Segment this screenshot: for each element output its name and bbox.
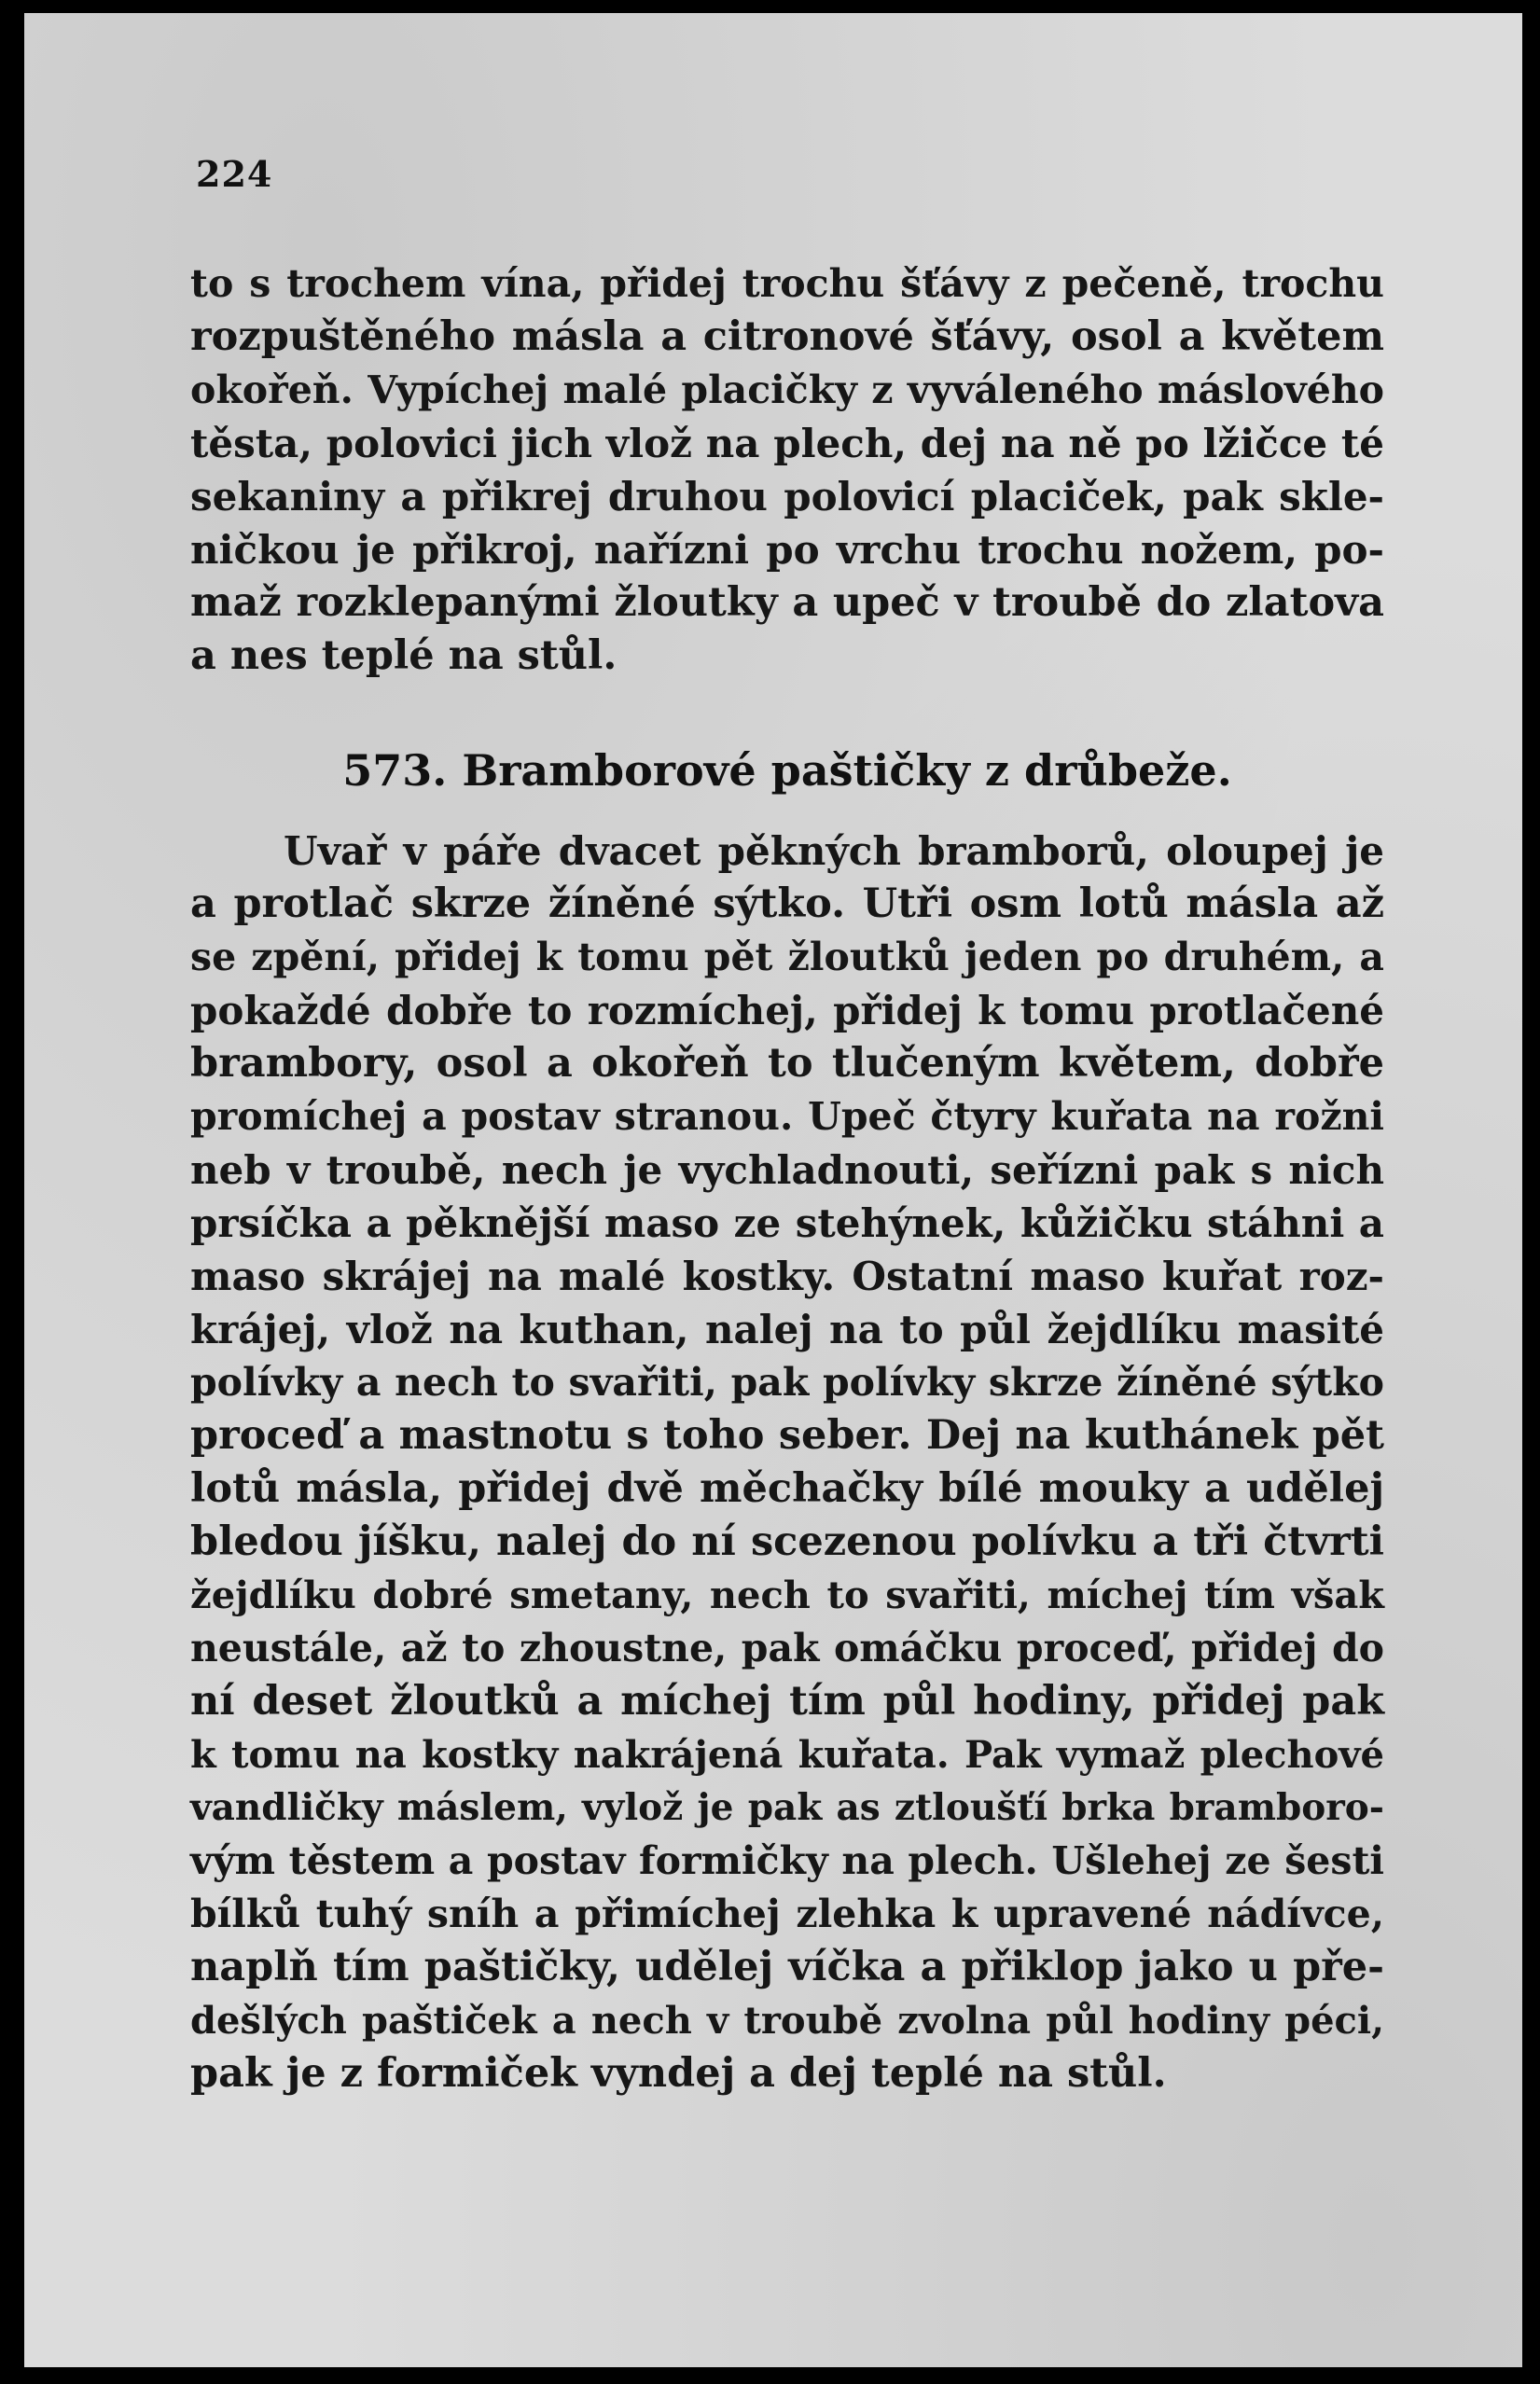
text-line: krájej, vlož na kuthan, nalej na to půl žejdlíku masité	[190, 1307, 1384, 1352]
text-line: okořeň. Vypíchej malé placičky z vyváleného máslového	[190, 367, 1384, 412]
text-line: bílků tuhý sníh a přimíchej zlehka k upravené nádívce,	[190, 1892, 1384, 1936]
text-line: Uvař v páře dvacet pěkných bramborů, oloupej je	[284, 828, 1384, 874]
paragraph-main	[190, 825, 1384, 2100]
text-line: ní deset žloutků a míchej tím půl hodiny, přidej pak	[190, 1678, 1384, 1725]
text-line: maž rozklepanými žloutky a upeč v troubě do zlatova	[190, 579, 1384, 626]
text-line: polívky a nech to svařiti, pak polívky skrze žíněné sýtko	[190, 1360, 1384, 1405]
text-line: a nes teplé na stůl.	[190, 632, 617, 679]
text-line: rozpuštěného másla a citronové šťávy, osol a květem	[190, 313, 1384, 360]
text-line: promíchej a postav stranou. Upeč čtyry kuřata na rožni	[190, 1094, 1384, 1139]
text-line: se zpění, přidej k tomu pět žloutků jeden po druhém, a	[190, 935, 1384, 979]
text-line: pak je z formiček vyndej a dej teplé na stůl.	[190, 2050, 1167, 2097]
page-number: 224	[196, 153, 273, 195]
text-line: pokaždé dobře to rozmíchej, přidej k tomu protlačené	[190, 988, 1384, 1033]
paragraph-top	[190, 257, 1384, 683]
text-line: dešlých paštiček a nech v troubě zvolna půl hodiny péci,	[190, 1999, 1384, 2043]
text-line: a protlač skrze žíněné sýtko. Utři osm lotů másla až	[190, 880, 1384, 927]
text-line: maso skrájej na malé kostky. Ostatní maso kuřat roz-	[190, 1254, 1384, 1299]
recipe-heading: 573. Bramborové paštičky z drůbeže.	[342, 745, 1232, 796]
text-line: ničkou je přikroj, nařízni po vrchu trochu nožem, po-	[190, 527, 1384, 573]
text-line: k tomu na kostky nakrájená kuřata. Pak vymaž plechové	[190, 1733, 1384, 1777]
text-line: neustále, až to zhoustne, pak omáčku proceď, přidej do	[190, 1626, 1384, 1670]
text-line: lotů másla, přidej dvě měchačky bílé mouky a udělej	[190, 1465, 1384, 1512]
text-line: bledou jíšku, nalej do ní scezenou polívku a tři čtvrti	[190, 1518, 1384, 1565]
text-line: sekaniny a přikrej druhou polovicí placiček, pak skle-	[190, 474, 1384, 520]
text-line: naplň tím paštičky, udělej víčka a přiklop jako u pře-	[190, 1944, 1384, 1990]
text-line: prsíčka a pěknější maso ze stehýnek, kůžičku stáhni a	[190, 1200, 1384, 1246]
text-line: žejdlíku dobré smetany, nech to svařiti, míchej tím však	[190, 1573, 1384, 1617]
text-line: těsta, polovici jich vlož na plech, dej na ně po lžičce té	[190, 421, 1384, 466]
text-line: proceď a mastnotu s toho seber. Dej na kuthánek pět	[190, 1412, 1384, 1459]
text-line: to s trochem vína, přidej trochu šťávy z pečeně, trochu	[190, 261, 1384, 306]
text-line: vým těstem a postav formičky na plech. Ušlehej ze šesti	[190, 1838, 1384, 1883]
text-line: brambory, osol a okořeň to tlučeným květem, dobře	[190, 1040, 1384, 1087]
text-line: neb v troubě, nech je vychladnouti, seřízni pak s nich	[190, 1147, 1384, 1193]
text-line: vandličky máslem, vylož je pak as ztloušťí brka bramboro-	[190, 1786, 1384, 1829]
book-page	[24, 13, 1522, 2367]
